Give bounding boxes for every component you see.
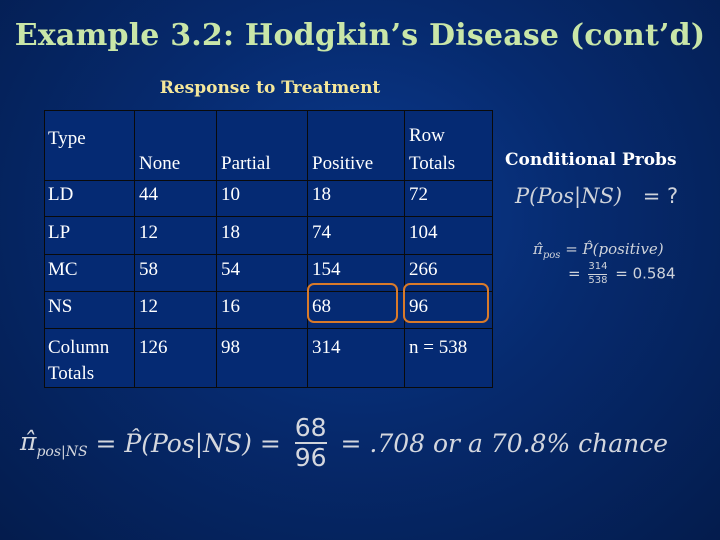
total-none: 126	[135, 329, 217, 388]
pi-subscript: pos	[542, 250, 561, 261]
header-partial: Partial	[217, 111, 308, 181]
cell-partial: 10	[217, 181, 308, 217]
table-caption: Response to Treatment	[159, 78, 381, 98]
column-totals-line2: Totals	[48, 363, 95, 384]
header-row-totals	[405, 111, 493, 181]
total-positive: 314	[308, 329, 405, 388]
cell-partial: 18	[217, 217, 308, 255]
header-row-totals-line1: Row	[409, 125, 445, 146]
total-partial: 98	[217, 329, 308, 388]
pi-pos-result: = $\frac{314}{538}$ = 0.584	[568, 261, 676, 286]
header-none: None	[135, 111, 217, 181]
cell-none: 44	[135, 181, 217, 217]
cond-prob-lhs: P(Pos|NS)	[515, 184, 623, 208]
cell-none: 58	[135, 255, 217, 292]
header-type: Type	[45, 111, 135, 181]
bottom-frac-denominator: 96	[294, 443, 327, 473]
bottom-pi-subscript: pos|NS	[36, 443, 88, 460]
pi-pos-formula	[533, 240, 664, 261]
cell-total: 266	[405, 255, 493, 292]
side-result: = 0.584	[615, 264, 676, 283]
column-totals-row	[45, 329, 493, 388]
pi-hat-symbol: π̂	[533, 240, 543, 258]
cell-total: 72	[405, 181, 493, 217]
conditional-prob-question	[515, 184, 678, 208]
cell-positive: 154	[308, 255, 405, 292]
cell-none: 12	[135, 217, 217, 255]
side-frac-numerator: 314	[588, 261, 608, 272]
highlight-ns-positive	[307, 283, 398, 323]
cell-type: NS	[45, 292, 135, 329]
cell-positive: 68	[308, 292, 405, 329]
pi-pos-equals: = P̂(positive)	[565, 240, 664, 258]
grand-total: n = 538	[405, 329, 493, 388]
column-totals-label	[45, 329, 135, 388]
highlight-ns-total	[403, 283, 489, 323]
cell-partial: 54	[217, 255, 308, 292]
cell-total: 104	[405, 217, 493, 255]
cell-total: 96	[405, 292, 493, 329]
bottom-pi-hat: π̂	[20, 426, 37, 456]
cell-type: LP	[45, 217, 135, 255]
table-row	[45, 181, 493, 217]
table-row	[45, 217, 493, 255]
cell-positive: 18	[308, 181, 405, 217]
cell-type: LD	[45, 181, 135, 217]
column-totals-line1: Column	[48, 337, 110, 358]
cell-positive: 74	[308, 217, 405, 255]
table-header-row	[45, 111, 493, 181]
cell-none: 12	[135, 292, 217, 329]
bottom-result: = .708 or a 70.8% chance	[340, 428, 669, 458]
bottom-frac-numerator: 68	[294, 413, 327, 442]
contingency-table	[44, 110, 493, 388]
bottom-formula	[20, 415, 668, 472]
cell-partial: 16	[217, 292, 308, 329]
conditional-probs-heading: Conditional Probs	[505, 150, 677, 170]
bottom-middle: = P̂(Pos|NS) =	[95, 428, 281, 458]
slide-title: Example 3.2: Hodgkin’s Disease (cont’d)	[14, 18, 706, 53]
cell-type: MC	[45, 255, 135, 292]
cond-prob-rhs: = ?	[642, 184, 679, 208]
header-row-totals-line2: Totals	[409, 153, 456, 174]
header-positive: Positive	[308, 111, 405, 181]
side-frac-denominator: 538	[588, 274, 608, 286]
